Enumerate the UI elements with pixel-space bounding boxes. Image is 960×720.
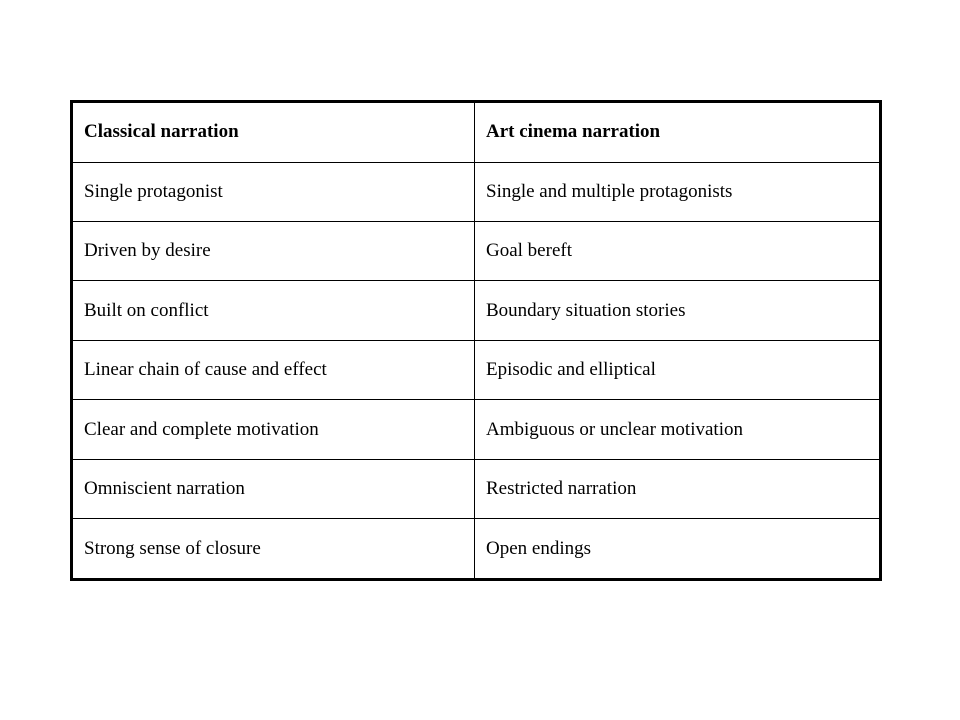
art-cinema-cell: Episodic and elliptical — [475, 340, 881, 399]
art-cinema-cell: Boundary situation stories — [475, 281, 881, 340]
art-cinema-cell: Ambiguous or unclear motivation — [475, 400, 881, 459]
classical-cell: Linear chain of cause and effect — [72, 340, 475, 399]
classical-cell: Omniscient narration — [72, 459, 475, 518]
table-header-row — [72, 102, 881, 163]
table-row — [72, 221, 881, 280]
classical-cell: Single protagonist — [72, 162, 475, 221]
table-row — [72, 400, 881, 459]
classical-cell: Driven by desire — [72, 221, 475, 280]
classical-cell: Clear and complete motivation — [72, 400, 475, 459]
narration-comparison-table — [70, 100, 882, 581]
table-row — [72, 281, 881, 340]
header-art-cinema-narration: Art cinema narration — [475, 102, 881, 163]
table-row — [72, 519, 881, 580]
art-cinema-cell: Goal bereft — [475, 221, 881, 280]
classical-cell: Built on conflict — [72, 281, 475, 340]
table-row — [72, 162, 881, 221]
art-cinema-cell: Single and multiple protagonists — [475, 162, 881, 221]
art-cinema-cell: Restricted narration — [475, 459, 881, 518]
table-row — [72, 340, 881, 399]
header-classical-narration: Classical narration — [72, 102, 475, 163]
table-row — [72, 459, 881, 518]
art-cinema-cell: Open endings — [475, 519, 881, 580]
classical-cell: Strong sense of closure — [72, 519, 475, 580]
